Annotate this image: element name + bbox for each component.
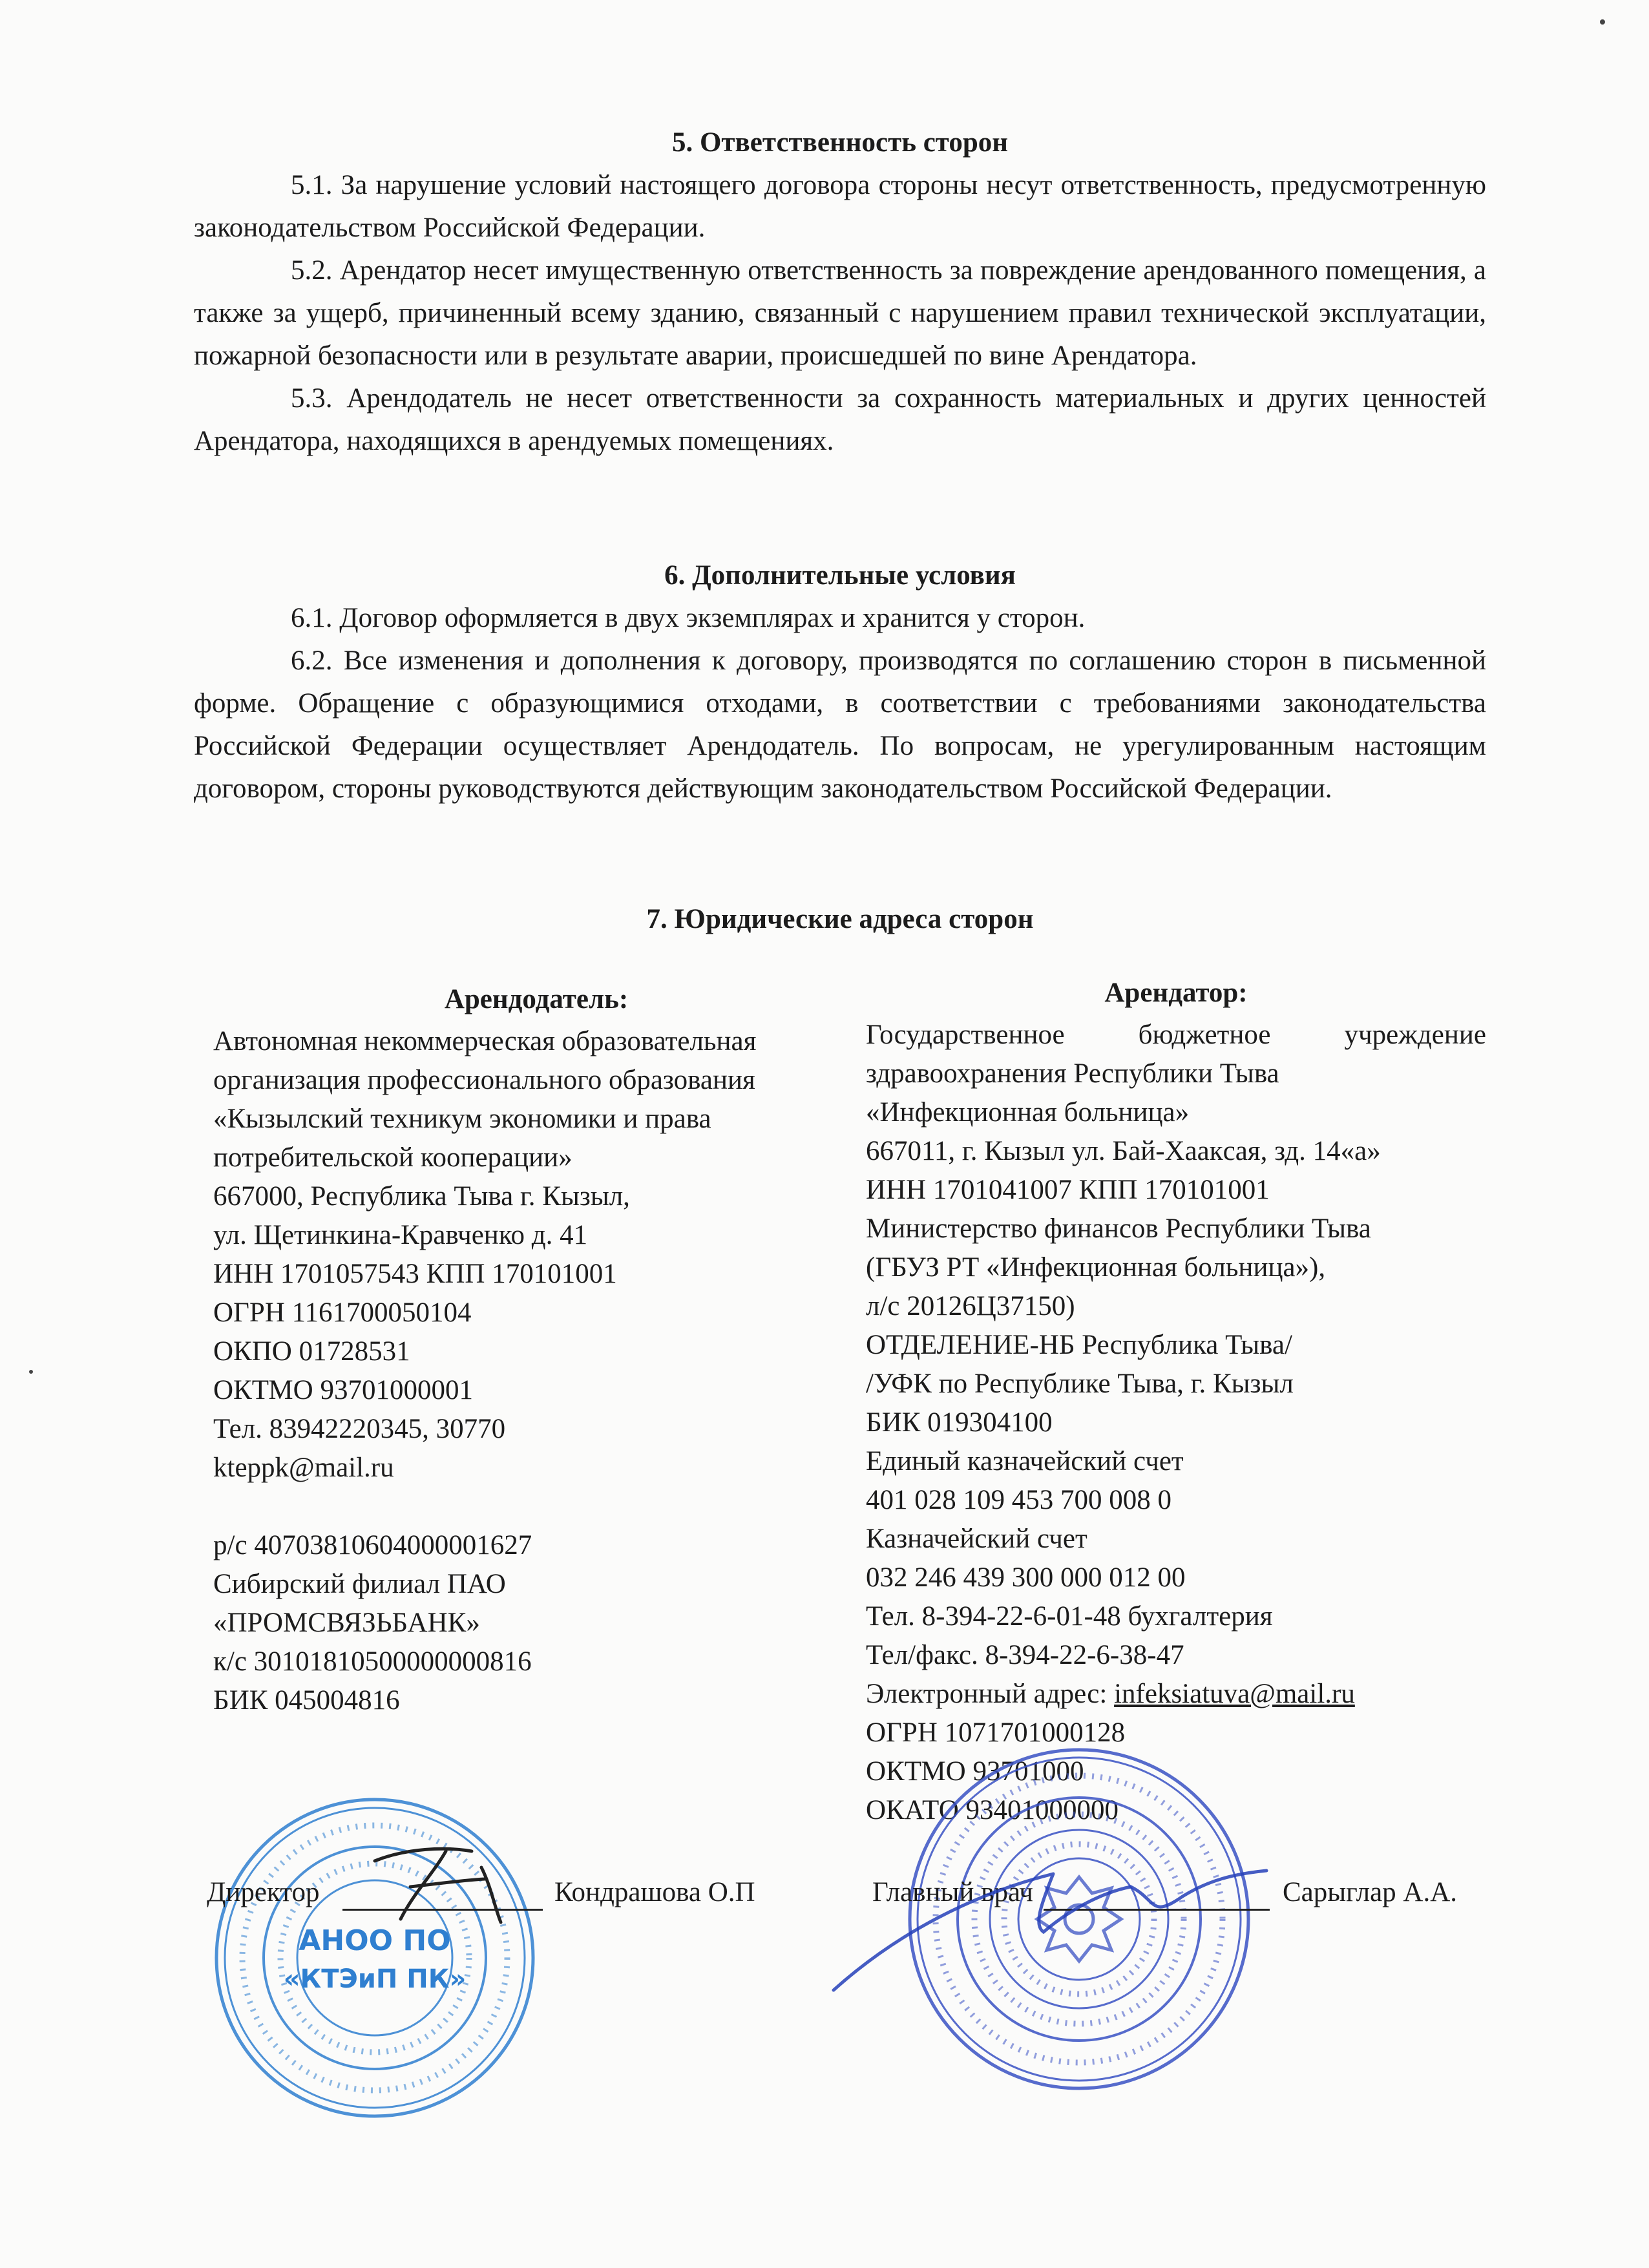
landlord-line: потребительской кооперации» [213,1142,572,1173]
landlord-signer-name: Кондрашова О.П [554,1877,755,1907]
tenant-signer-role: Главный врач [872,1877,1033,1907]
seal-text-line1: АНОО ПО [299,1924,451,1957]
landlord-line: ОГРН 1161700050104 [213,1297,472,1328]
clause-6-2: 6.2. Все изменения и дополнения к договору, производятся по соглашению сторон в письменной форме. Обращение с образующимися отходами, в соответствии с требованиями законодательства Российской Федерации осуществляет Арендодатель. По вопросам, не урегулированным настоящим договором, стороны руководствуются действующим законодательством Российской Федерации. [194,646,1486,804]
scan-speck [1600,19,1605,25]
tenant-line: Казначейский счет [866,1524,1087,1554]
landlord-handwritten-signature [349,1822,530,1932]
landlord-line: ул. Щетинкина-Кравченко д. 41 [213,1220,588,1250]
clause-6-1: 6.1. Договор оформляется в двух экземплярах и хранится у сторон. [291,603,1086,633]
landlord-line: ОКТМО 93701000001 [213,1375,473,1405]
tenant-line: л/с 20126Ц37150) [866,1291,1075,1321]
tenant-line: /УФК по Республике Тыва, г. Кызыл [866,1369,1294,1399]
tenant-line: 401 028 109 453 700 008 0 [866,1485,1171,1515]
landlord-line: «Кызылский техникум экономики и права [213,1104,711,1134]
section-5-title: 5. Ответственность сторон [671,127,1009,158]
tenant-line: 032 246 439 300 000 012 00 [866,1562,1186,1593]
landlord-line: kteppk@mail.ru [213,1453,394,1483]
landlord-signer-role: Директор [207,1877,320,1907]
email-label: Электронный адрес: [866,1679,1115,1709]
tenant-word: Государственное [866,1020,1065,1050]
section-7-title: 7. Юридические адреса сторон [646,904,1034,934]
landlord-line: 667000, Республика Тыва г. Кызыл, [213,1181,630,1212]
tenant-line: ИНН 1701041007 КПП 170101001 [866,1175,1270,1205]
tenant-line-1 [866,1016,1486,1055]
landlord-line: Сибирский филиал ПАО [213,1569,506,1599]
tenant-lines [866,1055,1486,1675]
landlord-title: Арендодатель: [444,984,629,1014]
tenant-signer-name: Сарыглар А.А. [1283,1877,1458,1907]
landlord-line: ИНН 1701057543 КПП 170101001 [213,1259,617,1289]
landlord-line: ОКПО 01728531 [213,1336,410,1367]
tenant-line: Министерство финансов Республики Тыва [866,1213,1371,1244]
tenant-word: бюджетное [1138,1020,1271,1050]
landlord-line: к/с 30101810500000000816 [213,1646,532,1677]
tenant-email-line [866,1675,1486,1714]
tenant-line: Тел/факс. 8-394-22-6-38-47 [866,1640,1184,1670]
section-5-body [194,164,1486,463]
seal-text-line2: «КТЭиП ПК» [283,1964,467,1994]
scan-speck [29,1370,33,1374]
tenant-line: БИК 019304100 [866,1407,1053,1438]
landlord-line: Автономная некоммерческая образовательная [213,1026,757,1056]
tenant-line: 667011, г. Кызыл ул. Бай-Хаакcая, зд. 14«а» [866,1136,1381,1166]
clause-5-1: 5.1. За нарушение условий настоящего договора стороны несут ответственность, предусмотренную законодательством Российской Федерации. [194,170,1486,243]
tenant-handwritten-signature [821,1835,1325,2003]
section-6-body [194,597,1486,810]
landlord-line: организация профессионального образования [213,1065,755,1095]
clause-5-3: 5.3. Арендодатель не несет ответственности за сохранность материальных и других ценностей Арендатора, находящихся в арендуемых помещениях. [194,383,1486,456]
tenant-line: ОТДЕЛЕНИЕ-НБ Республика Тыва/ [866,1330,1292,1360]
section-6-title: 6. Дополнительные условия [664,560,1016,591]
landlord-line: БИК 045004816 [213,1685,400,1716]
clause-5-2: 5.2. Арендатор несет имущественную ответственность за повреждение арендованного помещения, а также за ущерб, причиненный всему зданию, связанный с нарушением правил технической эксплуатации, пожарной безопасности или в результате аварии, происшедшей по вине Арендатора. [194,255,1486,371]
tenant-word: учреждение [1344,1020,1486,1050]
tenant-line: ОГРН 1071701000128 [866,1717,1126,1748]
tenant-line: (ГБУЗ РТ «Инфекционная больница»), [866,1252,1326,1283]
landlord-line: «ПРОМСВЯЗЬБАНК» [213,1608,480,1638]
landlord-line [213,1487,859,1526]
tenant-title: Арендатор: [1104,978,1248,1008]
tenant-line: ОКАТО 93401000000 [866,1795,1119,1825]
tenant-line: ОКТМО 93701000 [866,1756,1084,1787]
tenant-details [866,1016,1486,1830]
tenant-line: Тел. 8-394-22-6-01-48 бухгалтерия [866,1601,1273,1632]
landlord-details [213,1022,859,1720]
tenant-line: здравоохранения Республики Тыва [866,1058,1279,1089]
tenant-email-link[interactable]: infeksiatuva@mail.ru [1114,1679,1355,1709]
landlord-line: Тел. 83942220345, 30770 [213,1414,506,1444]
tenant-line: «Инфекционная больница» [866,1097,1190,1128]
tenant-line: Единый казначейский счет [866,1446,1184,1476]
landlord-line: р/с 40703810604000001627 [213,1530,532,1560]
